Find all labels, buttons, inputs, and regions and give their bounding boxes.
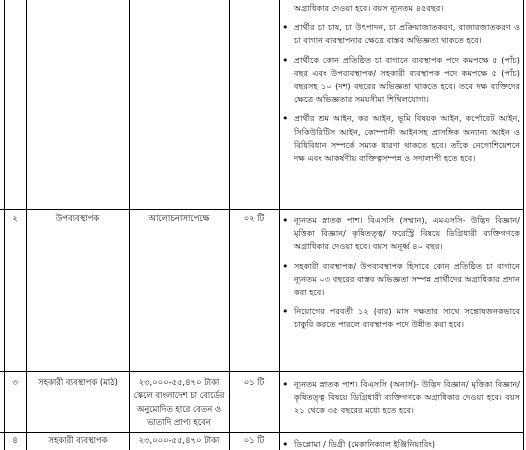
bullet-icon: • [282,21,289,35]
row3-post: সহকারী ব্যবস্থাপক (মাঠ) [38,377,118,387]
row4-serial: ৪ [12,435,18,445]
row3-salary: ২৩,০০০-৫৫,৪৭০ টাকা স্কেলে বাংলাদেশ চা বোর্ডের অনুমোদিত হারে বেতন ও ভাতাদি প্রাপ্য হবেন [133,377,225,428]
row2-count: ০২ টি [243,213,265,223]
row4-post: সহকারী ব্যবস্থাপক [48,435,108,445]
bullet-icon: • [282,305,289,319]
row4-count: ০১ টি [243,435,265,445]
requirement-text: ডিপ্লোমা / ডিগ্রী (মেকানিক্যাল ইঞ্জিনিয়ারিং) [294,439,436,449]
bullet-icon: • [282,112,289,126]
requirement-item [280,54,520,107]
row3-serial: ৩ [12,377,18,387]
requirement-text: নিয়োগের পরবর্তী ১২ (বার) মাস দক্ষতার সাথে সন্তোষজনকভাবে চাকুরি করতে পারলে ব্যবস্থাপক পদে উন্নীত করা হবে। [294,306,520,330]
requirement-text: সহকারী ব্যবস্থাপক/ উপব্যবস্থাপক হিসাবে কোন প্রতিষ্ঠিত চা বাগানে ন্যূনতম ০৩ বছরের বাস্তব অভিজ্ঞতা সম্পন্ন প্রার্থীদের অগ্রাধিকার প্রদান করা হবে। [294,260,520,298]
bullet-icon: • [282,259,289,273]
row2-requirements [280,214,520,338]
grid-line-row3-top [0,371,524,372]
row3-requirements [280,378,520,424]
row4-salary: ২৩,০০০-৫৫,৪৭০ টাকা [138,435,220,445]
grid-line-right [523,0,524,450]
row2-post: উপব্যবস্থাপক [55,213,100,223]
row4-requirements [280,438,520,450]
bullet-icon: • [282,53,289,67]
requirement-text: প্রার্থীর চা চাষ, চা উৎপাদন, চা প্রক্রিয়াজাতকরণ, বাজারজাতকরণ ও চা বাগান ব্যবস্থাপনার ক্ষেত্রে বাস্তব অভিজ্ঞতা থাকতে হবে। [294,22,520,46]
grid-line-row4-top [0,432,524,433]
requirement-text: প্রার্থীকে কোন প্রতিষ্ঠিত চা বাগানে ব্যবস্থাপক পদে কমপক্ষে ৫ (পাঁচ) বছর এবং উপব্যবস্থাপক/ সহকারী ব্যবস্থাপক পদে কমপক্ষে ৫ (পাঁচ) বছরসহ ১০ (দশ) বছরের অভিজ্ঞতা থাকতে হবে। তবে দক্ষ ব্যক্তিদের ক্ষেত্রে অভিজ্ঞতার সময়সীমা শিথিলযোগ্য। [294,54,520,105]
row-prev-requirements [280,2,520,171]
requirement-item [280,260,520,300]
requirement-item [280,305,520,331]
requirement-text: ন্যূনতম স্নাতক পাশ। বিএসসি (সম্মান), এমএসসি- উদ্ভিদ বিজ্ঞান/ মৃত্তিকা বিজ্ঞান/ কৃষিতত্ত্ব/ ফরেস্ট্রি বিষয়ে ডিগ্রিধারী ব্যক্তিগণকে অগ্রাধিকার দেওয়া হবে। বয়স অনূর্ধ্ব ৪০ বছর। [294,215,520,252]
requirement-item [280,21,520,47]
requirement-item [280,378,520,418]
requirement-item [280,112,520,165]
row3-count: ০১ টি [243,377,265,387]
bullet-icon: • [282,438,289,450]
requirement-text: অগ্রাধিকার দেওয়া হবে। বয়স ন্যূনতম ৪৫বছর। [294,3,444,13]
row2-serial: ২ [12,213,18,223]
requirement-text: প্রার্থীর শ্রম আইন, কর আইন, ভূমি বিষয়ক আইন, কর্পোরেট আইন, সিকিউরিটিস আইন, কোম্পানী আইনসহ প্রাসঙ্গিক অন্যান্য আইন ও বিধিবিধান সম্পর্কে সম্যক ধারণা থাকতে হবে। তাঁকে নেগোশিয়েশনে দক্ষ এবং আকর্ষণীয় ব্যক্তিত্বসম্পন্ন ও সদালাপী হতে হবে। [294,113,520,164]
requirement-item [280,438,520,450]
row2-salary: আলোচনাসাপেক্ষে [148,213,210,223]
requirement-text: ন্যূনতম স্নাতক পাশ। বিএসসি (অনার্স)- উদ্ভিদ বিজ্ঞান/ মৃত্তিকা বিজ্ঞান/ কৃষিতত্ত্ব বিষয়ে ডিগ্রিধারী ব্যক্তিগণকে অগ্রাধিকার দেওয়া হবে। বয়স ২১ থেকে ৩৫ বছরের মধ্যে হতে হবে। [294,379,520,416]
grid-line-row2-top [0,209,524,210]
bullet-icon: • [282,214,289,227]
requirement-item [280,214,520,254]
bullet-icon: • [282,378,289,391]
